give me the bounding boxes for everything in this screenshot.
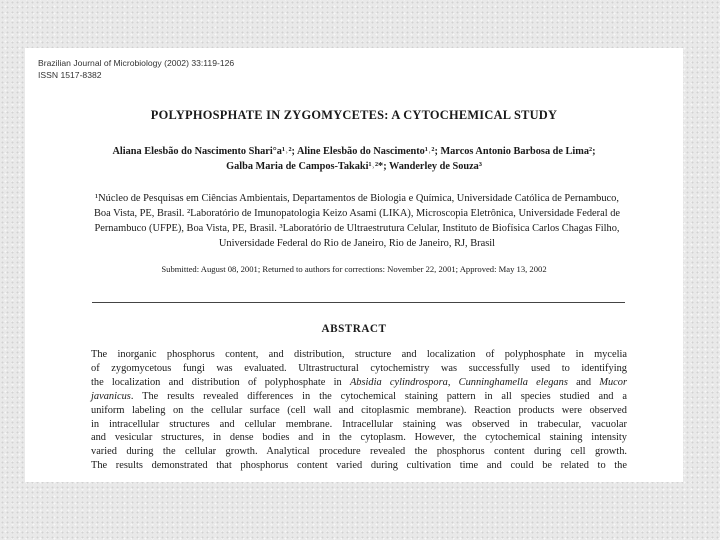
abstract-line: uniform labeling on the cellular surface (cell wall and citoplasmic membrane). Reaction products were observed <box>91 404 627 416</box>
abstract-line: The inorganic phosphorus content, and distribution, structure and localization of polyphosphate in mycelia <box>91 349 627 360</box>
journal-header <box>38 58 338 81</box>
abstract-line <box>91 376 627 390</box>
abstract-body <box>91 348 627 473</box>
author-line: Aliana Elesbão do Nascimento Shari°a¹˒²; Aline Elesbão do Nascimento¹˒²; Marcos Antonio Barbosa de Lima²; <box>112 146 596 157</box>
submission-dates: Submitted: August 08, 2001; Returned to authors for corrections: November 22, 2001; Approved: May 13, 2002 <box>161 264 547 274</box>
journal-citation: Brazilian Journal of Microbiology (2002) 33:119-126 <box>38 58 235 68</box>
abstract-line: and vesicular structures, in dense bodies and in the cytoplasm. However, the cytochemical staining intensity <box>91 432 627 444</box>
species-name: Mucor <box>599 376 628 388</box>
affiliation-line: ¹Núcleo de Pesquisas em Ciências Ambientais, Departamentos de Biologia e Química, Universidade Católica de Pernambuco, <box>95 193 619 204</box>
species-name: Absidia cylindrospora <box>349 376 448 388</box>
species-name: Cunninghamella elegans <box>458 376 568 388</box>
abstract-line: in intracellular structures and cellular membrane. Intracellular staining was observed in trabecular, vacuolar <box>91 418 627 430</box>
affiliation-line: Pernambuco (UFPE), Boa Vista, PE, Brasil. ³Laboratório de Ultraestrutura Celular, Instituto de Biofísica Carlos Chagas Filho, <box>94 223 620 234</box>
abstract-line <box>91 390 627 404</box>
species-name: javanicus <box>91 390 131 402</box>
abstract-text: , <box>447 376 459 388</box>
journal-issn: ISSN 1517-8382 <box>38 69 102 80</box>
paper-page <box>25 48 683 482</box>
abstract-line: The results demonstrated that phosphorus content varied during cultivation time and could be related to the <box>91 460 627 472</box>
abstract-line: varied during the cellular growth. Analytical procedure revealed the phosphorus content during cell growth. <box>91 446 627 458</box>
abstract-heading: ABSTRACT <box>321 323 387 335</box>
author-line: Galba Maria de Campos-Takaki¹˒²*; Wanderley de Souza³ <box>226 161 482 172</box>
abstract-text: and <box>567 376 600 388</box>
author-list <box>25 144 683 174</box>
abstract-line: of zygomycetous fungi was evaluated. Ultrastructural cytochemistry was successfully used to identifying <box>91 362 627 374</box>
abstract-text: the localization and distribution of polyphosphate in <box>91 376 350 388</box>
abstract-text: . The results revealed differences in the cytochemical staining pattern in all species studied and a <box>130 390 627 402</box>
affiliations <box>47 191 667 251</box>
divider <box>92 302 625 303</box>
affiliation-line: Boa Vista, PE, Brasil. ²Laboratório de Imunopatologia Keizo Asami (LIKA), Microscopia Eletrônica, Universidade Federal de <box>93 208 620 219</box>
affiliation-line: Universidade Federal do Rio de Janeiro, Rio de Janeiro, RJ, Brasil <box>218 238 496 249</box>
paper-title: POLYPHOSPHATE IN ZYGOMYCETES: A CYTOCHEMICAL STUDY <box>150 108 558 122</box>
